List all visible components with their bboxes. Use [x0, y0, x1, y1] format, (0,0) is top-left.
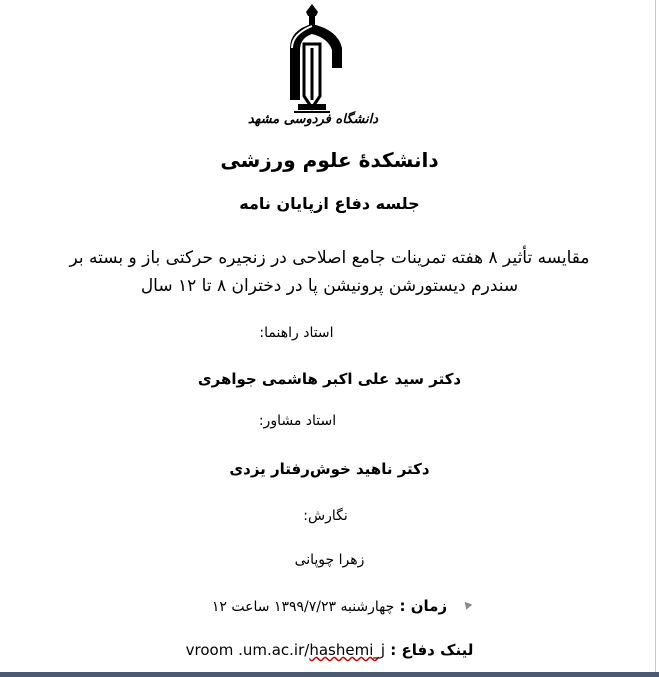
- writer-name: زهرا چوپانی: [294, 552, 365, 568]
- defense-link-label: لینک دفاع :: [390, 641, 474, 659]
- defense-link-url-suffix: hashemi_j: [309, 641, 386, 659]
- window-bottom-bar: [0, 672, 659, 677]
- time-value: چهارشنبه ۱۳۹۹/۷/۲۳ ساعت ۱۲: [211, 599, 395, 615]
- advisor-name: دکتر سید علی اکبر هاشمی جواهری: [197, 370, 462, 388]
- defense-link-url-prefix: vroom .um.ac.ir/: [185, 641, 310, 659]
- thesis-title-line-1: مقایسه تأثیر ۸ هفته تمرینات جامع اصلاحی در زنجیره حرکتی باز و بسته بر: [69, 248, 590, 268]
- defense-time: زمان : چهارشنبه ۱۳۹۹/۷/۲۳ ساعت ۱۲: [211, 597, 448, 615]
- advisor-label: استاد راهنما:: [259, 325, 334, 341]
- logo-caption: دانشگاه فردوسی مشهد: [247, 112, 378, 127]
- consultant-label: استاد مشاور:: [258, 413, 337, 429]
- thesis-title: [0, 244, 659, 300]
- faculty-title: دانشکدهٔ علوم ورزشی: [220, 148, 439, 172]
- time-label: زمان: [410, 597, 448, 615]
- consultant-name: دکتر ناهید خوش‌رفتار یزدی: [229, 460, 430, 478]
- page-right-border: [655, 0, 656, 677]
- writing-label: نگارش:: [303, 508, 348, 524]
- defense-link-row: [0, 641, 659, 659]
- defense-link-url[interactable]: [186, 641, 385, 659]
- thesis-title-line-2: سندرم دیستورشن پرونیشن پا در دختران ۸ تا ۱۲ سال: [140, 276, 519, 296]
- session-title: جلسه دفاع ازپایان نامه: [239, 194, 420, 213]
